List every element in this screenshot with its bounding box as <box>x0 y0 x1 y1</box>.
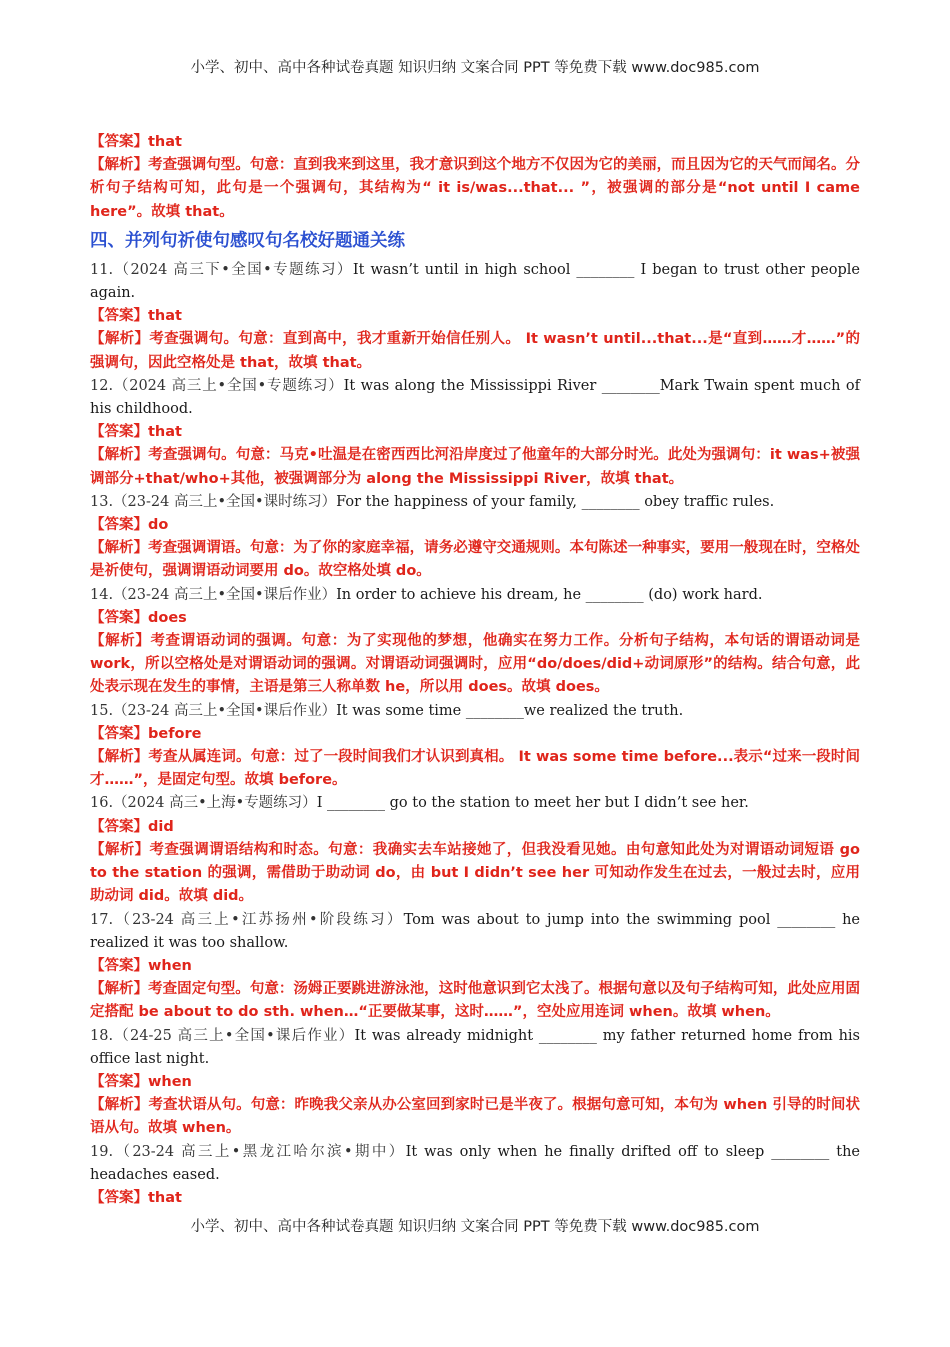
question-answer: 【答案】do <box>90 517 169 534</box>
question-source: 17.（23-24 高三上•江苏扬州•阶段练习） <box>90 911 404 928</box>
question-analysis: 【解析】考查从属连词。句意：过了一段时间我们才认识到真相。 It was some time before...表示“过来一段时间才……”，是固定句型。故填 before。 <box>90 749 860 789</box>
question-answer: 【答案】before <box>90 725 202 742</box>
question-text <box>90 491 860 514</box>
intro-answer: 【答案】that <box>90 134 182 150</box>
question-body: I ________ go to the station to meet her but I didn’t see her. <box>316 795 749 812</box>
question-16 <box>90 792 860 908</box>
question-17 <box>90 909 860 1025</box>
section-title: 四、并列句祈使句感叹句名校好题通关练 <box>90 230 405 251</box>
question-18 <box>90 1025 860 1141</box>
question-analysis: 【解析】考查状语从句。句意：昨晚我父亲从办公室回到家时已是半夜了。根据句意可知，本句为 when 引导的时间状语从句。故填 when。 <box>90 1097 860 1137</box>
intro-analysis: 【解析】考查强调句型。句意：直到我来到这里，我才意识到这个地方不仅因为它的美丽，而且因为它的天气而闻名。分析句子结构可知，此句是一个强调句，其结构为“ it is/was...that... ”，被强调的部分是“not until I came here”。故填 that。 <box>90 157 860 220</box>
question-analysis: 【解析】考查强调谓语结构和时态。句意：我确实去车站接她了，但我没看见她。由句意知此处为对谓语动词短语 go to the station 的强调，需借助于助动词 do，由 but I didn’t see her 可知动作发生在过去，一般过去时，应用助动词 did。故填 did。 <box>90 841 860 905</box>
question-text <box>90 584 860 607</box>
page-footer: 小学、初中、高中各种试卷真题 知识归纳 文案合同 PPT 等免费下载 www.doc985.com <box>190 1219 760 1235</box>
question-body: It wasn’t until in high school ________ I began to trust other people again. <box>90 261 860 302</box>
question-text <box>90 259 860 305</box>
question-answer: 【答案】when <box>90 957 192 974</box>
question-13 <box>90 491 860 584</box>
question-text <box>90 909 860 955</box>
question-source: 14.（23-24 高三上•全国•课后作业） <box>90 586 337 603</box>
page-content <box>90 131 860 1210</box>
question-11 <box>90 259 860 375</box>
question-analysis: 【解析】考查强调句。句意：直到高中，我才重新开始信任别人。 It wasn’t until...that...是“直到……才……”的强调句，因此空格处是 that，故填 that。 <box>90 331 860 371</box>
question-body: Tom was about to jump into the swimming pool ________ he realized it was too shallow. <box>90 911 861 951</box>
question-answer: 【答案】does <box>90 609 187 626</box>
question-text <box>90 700 860 723</box>
question-analysis: 【解析】考查固定句型。句意：汤姆正要跳进游泳池，这时他意识到它太浅了。根据句意以及句子结构可知，此处应用固定搭配 be about to do sth. when…“正要做某事，这时……”，空处应用连词 when。故填 when。 <box>90 981 860 1021</box>
question-text <box>90 375 860 421</box>
question-body: For the happiness of your family, ________ obey traffic rules. <box>336 493 775 510</box>
question-analysis: 【解析】考查谓语动词的强调。句意：为了实现他的梦想，他确实在努力工作。分析句子结构，本句话的谓语动词是 work，所以空格处是对谓语动词的强调。对谓语动词强调时，应用“do/does/did+动词原形”的结构。结合句意，此处表示现在发生的事情，主语是第三人称单数 he，所以用 does。故填 does。 <box>90 633 860 696</box>
question-answer: 【答案】that <box>90 1189 182 1206</box>
question-analysis: 【解析】考查强调句。句意：马克•吐温是在密西西比河沿岸度过了他童年的大部分时光。此处为强调句：it was+被强调部分+that/who+其他，被强调部分为 along the Mississippi River，故填 that。 <box>90 447 860 487</box>
question-body: In order to achieve his dream, he ________ (do) work hard. <box>336 586 763 603</box>
question-source: 11.（2024 高三下•全国•专题练习） <box>90 261 353 278</box>
question-body: It was only when he finally drifted off to sleep ________ the headaches eased. <box>90 1143 860 1183</box>
question-body: It was some time ________we realized the truth. <box>336 702 684 719</box>
question-body: It was already midnight ________ my father returned home from his office last night. <box>90 1027 860 1067</box>
question-12 <box>90 375 860 491</box>
question-answer: 【答案】did <box>90 818 174 835</box>
question-source: 18.（24-25 高三上•全国•课后作业） <box>90 1027 355 1044</box>
question-15 <box>90 700 860 793</box>
question-text <box>90 1141 860 1187</box>
question-source: 12.（2024 高三上•全国•专题练习） <box>90 377 344 394</box>
question-source: 13.（23-24 高三上•全国•课时练习） <box>90 493 337 510</box>
question-answer: 【答案】when <box>90 1073 192 1090</box>
page-header: 小学、初中、高中各种试卷真题 知识归纳 文案合同 PPT 等免费下载 www.doc985.com <box>190 60 760 76</box>
question-14 <box>90 584 860 700</box>
question-text <box>90 1025 860 1071</box>
question-analysis: 【解析】考查强调谓语。句意：为了你的家庭幸福，请务必遵守交通规则。本句陈述一种事实，要用一般现在时，空格处是祈使句，强调谓语动词要用 do。故空格处填 do。 <box>90 540 860 580</box>
question-source: 15.（23-24 高三上•全国•课后作业） <box>90 702 337 719</box>
question-19 <box>90 1141 860 1211</box>
question-source: 19.（23-24 高三上•黑龙江哈尔滨•期中） <box>90 1143 406 1160</box>
question-answer: 【答案】that <box>90 308 182 325</box>
question-answer: 【答案】that <box>90 424 182 441</box>
question-source: 16.（2024 高三•上海•专题练习） <box>90 795 317 812</box>
question-body: It was along the Mississippi River ________Mark Twain spent much of his childhood. <box>90 377 860 418</box>
question-text <box>90 792 860 815</box>
